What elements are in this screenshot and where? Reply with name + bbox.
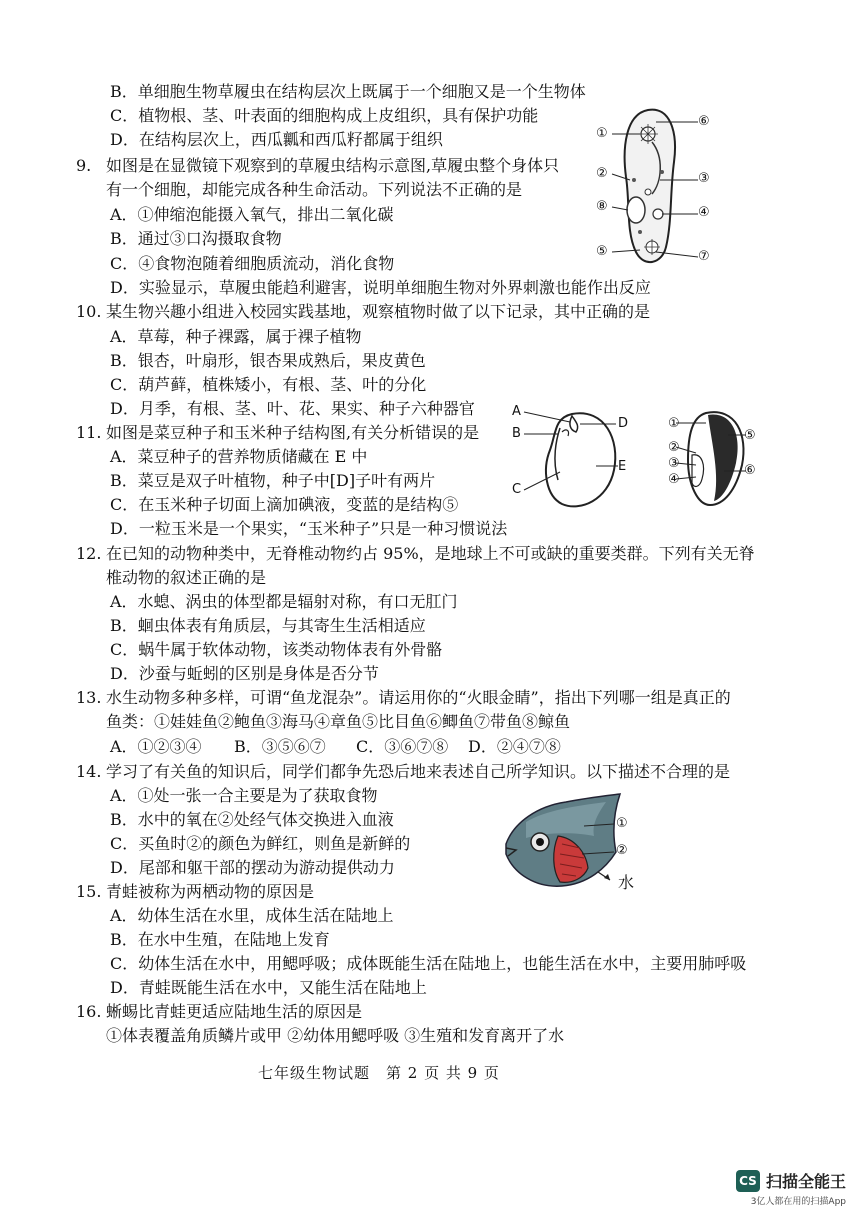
paramecium-label-1: ① [596, 126, 608, 141]
scanner-app-name: 扫描全能王 [765, 1172, 846, 1191]
q12-option-d: D．沙蚕与蚯蚓的区别是身体是否分节 [110, 664, 379, 683]
q15-option-c: C．幼体生活在水中，用鳃呼吸；成体既能生活在陆地上，也能生活在水中，主要用肺呼吸 [110, 954, 747, 973]
q11-stem: 如图是菜豆种子和玉米种子结构图,有关分析错误的是 [106, 423, 480, 442]
scanner-tagline: 3亿人都在用的扫描App [750, 1197, 846, 1207]
q12-number: 12. [76, 544, 102, 563]
q13-option-d: D．②④⑦⑧ [468, 737, 561, 756]
bean-label-c: C [512, 482, 522, 497]
q10-stem: 某生物兴趣小组进入校园实践基地，观察植物时做了以下记录，其中正确的是 [106, 302, 651, 321]
bean-label-e: E [618, 459, 627, 474]
q12-option-a: A．水螅、涡虫的体型都是辐射对称，有口无肛门 [110, 592, 458, 611]
corn-label-6: ⑥ [744, 463, 756, 478]
paramecium-label-3: ③ [698, 171, 710, 186]
q11-option-d: D．一粒玉米是一个果实，“玉米种子”只是一种习惯说法 [110, 519, 508, 538]
q8-option-d: D．在结构层次上，西瓜瓤和西瓜籽都属于组织 [110, 130, 443, 149]
q15-stem: 青蛙被称为两栖动物的原因是 [106, 882, 315, 901]
q11-option-c: C．在玉米种子切面上滴加碘液，变蓝的是结构⑤ [110, 495, 459, 514]
q9-option-a: A．①伸缩泡能摄入氧气，排出二氧化碳 [110, 205, 394, 224]
q8-option-b: B．单细胞生物草履虫在结构层次上既属于一个细胞又是一个生物体 [110, 82, 586, 101]
q9-option-c: C．④食物泡随着细胞质流动，消化食物 [110, 254, 395, 273]
q16-stem: 蜥蜴比青蛙更适应陆地生活的原因是 [106, 1002, 363, 1021]
q13-stem-line2: 鱼类：①娃娃鱼②鲍鱼③海马④章鱼⑤比目鱼⑥鲫鱼⑦带鱼⑧鲸鱼 [106, 712, 571, 731]
bean-label-a: A [512, 404, 521, 419]
corn-label-5: ⑤ [744, 428, 756, 443]
q14-option-b: B．水中的氧在②处经气体交换进入血液 [110, 810, 394, 829]
q11-option-a: A．菜豆种子的营养物质储藏在 E 中 [110, 447, 368, 466]
paramecium-label-6: ⑥ [698, 114, 710, 129]
q9-option-b: B．通过③口沟摄取食物 [110, 229, 282, 248]
q8-option-c: C．植物根、茎、叶表面的细胞构成上皮组织，具有保护功能 [110, 106, 539, 125]
paramecium-label-4: ④ [698, 205, 710, 220]
q12-option-c: C．蜗牛属于软体动物，该类动物体表有外骨骼 [110, 640, 443, 659]
q11-option-b: B．菜豆是双子叶植物，种子中[D]子叶有两片 [110, 471, 436, 490]
q9-number: 9. [76, 156, 92, 175]
q9-stem-line2: 有一个细胞，却能完成各种生命活动。下列说法不正确的是 [106, 180, 523, 199]
q14-option-a: A．①处一张一合主要是为了获取食物 [110, 786, 378, 805]
q15-option-b: B．在水中生殖，在陆地上发育 [110, 930, 330, 949]
q15-number: 15. [76, 882, 102, 901]
q12-stem-line2: 椎动物的叙述正确的是 [106, 568, 267, 587]
scanner-watermark [736, 1169, 846, 1207]
scanner-logo-icon: CS [736, 1170, 760, 1192]
q16-statements: ①体表覆盖角质鳞片或甲 ②幼体用鳃呼吸 ③生殖和发育离开了水 [106, 1026, 565, 1045]
q13-option-b: B．③⑤⑥⑦ [234, 737, 326, 756]
corn-seed-figure [666, 405, 776, 515]
q13-option-c: C．③⑥⑦⑧ [356, 737, 449, 756]
q16-number: 16. [76, 1002, 102, 1021]
q9-stem-line1: 如图是在显微镜下观察到的草履虫结构示意图,草履虫整个身体只 [106, 156, 560, 175]
q9-option-d: D．实验显示，草履虫能趋利避害，说明单细胞生物对外界刺激也能作出反应 [110, 278, 651, 297]
q12-stem-line1: 在已知的动物种类中，无脊椎动物约占 95%，是地球上不可或缺的重要类群。下列有关无脊 [106, 544, 755, 563]
q10-option-a: A．草莓，种子裸露，属于裸子植物 [110, 327, 362, 346]
q15-option-d: D．青蛙既能生活在水中，又能生活在陆地上 [110, 978, 427, 997]
q14-option-c: C．买鱼时②的颜色为鲜红，则鱼是新鲜的 [110, 834, 411, 853]
q10-option-b: B．银杏，叶扇形，银杏果成熟后，果皮黄色 [110, 351, 426, 370]
q13-number: 13. [76, 688, 102, 707]
q11-number: 11. [76, 423, 102, 442]
paramecium-label-2: ② [596, 166, 608, 181]
q13-stem-line1: 水生动物多种多样，可谓“鱼龙混杂”。请运用你的“火眼金睛”，指出下列哪一组是真正的 [106, 688, 731, 707]
q10-option-c: C．葫芦藓，植株矮小，有根、茎、叶的分化 [110, 375, 427, 394]
bean-label-d: D [618, 416, 629, 431]
paramecium-label-5: ⑤ [596, 244, 608, 259]
fish-water-label: 水 [618, 873, 635, 892]
paramecium-label-8: ⑧ [596, 199, 608, 214]
corn-label-1: ① [668, 416, 680, 431]
q10-number: 10. [76, 302, 102, 321]
q12-option-b: B．蛔虫体表有角质层，与其寄生生活相适应 [110, 616, 426, 635]
fish-label-2: ② [616, 843, 628, 858]
corn-label-4: ④ [668, 472, 680, 487]
bean-label-b: B [512, 426, 521, 441]
q14-number: 14. [76, 762, 102, 781]
q14-stem: 学习了有关鱼的知识后，同学们都争先恐后地来表述自己所学知识。以下描述不合理的是 [106, 762, 731, 781]
corn-label-2: ② [668, 440, 680, 455]
q15-option-a: A．幼体生活在水里，成体生活在陆地上 [110, 906, 394, 925]
paramecium-label-7: ⑦ [698, 249, 710, 264]
q13-option-a: A．①②③④ [110, 737, 202, 756]
page-footer: 七年级生物试题 第 2 页 共 9 页 [258, 1064, 500, 1082]
corn-label-3: ③ [668, 456, 680, 471]
fish-label-1: ① [616, 816, 628, 831]
q14-option-d: D．尾部和躯干部的摆动为游动提供动力 [110, 858, 395, 877]
q10-option-d: D．月季，有根、茎、叶、花、果实、种子六种器官 [110, 399, 475, 418]
